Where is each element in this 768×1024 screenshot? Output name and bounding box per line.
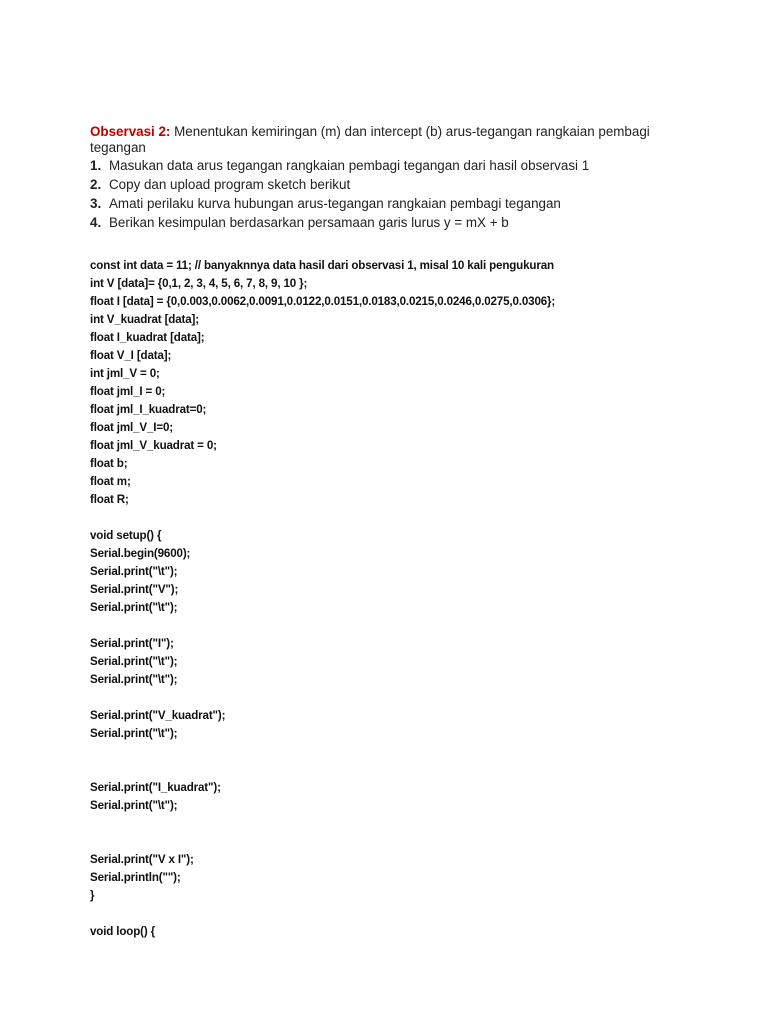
code-line	[90, 905, 730, 923]
code-line: void setup() {	[90, 529, 162, 542]
code-line: Serial.print("\t");	[90, 601, 178, 614]
step-item	[90, 194, 702, 213]
code-line: float jml_I_kuadrat=0;	[90, 403, 207, 416]
code-line	[90, 617, 730, 635]
code-line: Serial.print("\t");	[90, 655, 178, 668]
code-line: const int data = 11; // banyaknnya data hasil dari observasi 1, misal 10 kali pengukuran	[90, 259, 554, 272]
code-line: int V [data]= {0,1, 2, 3, 4, 5, 6, 7, 8, 9, 10 };	[90, 277, 308, 290]
step-text: Berikan kesimpulan berdasarkan persamaan garis lurus y = mX + b	[109, 215, 509, 230]
step-number: 2.	[90, 177, 102, 192]
code-line: Serial.print("\t");	[90, 727, 178, 740]
code-line: Serial.println("");	[90, 871, 181, 884]
code-line	[90, 815, 730, 833]
code-line	[90, 743, 730, 761]
code-line: Serial.print("\t");	[90, 565, 178, 578]
code-line: float I [data] = {0,0.003,0.0062,0.0091,0.0122,0.0151,0.0183,0.0215,0.0246,0.0275,0.0306};	[90, 295, 556, 308]
code-line: Serial.print("V");	[90, 583, 179, 596]
code-line: Serial.print("I");	[90, 637, 174, 650]
code-line: float jml_I = 0;	[90, 385, 166, 398]
step-item	[90, 156, 702, 175]
code-line: Serial.begin(9600);	[90, 547, 191, 560]
code-line: void loop() {	[90, 925, 156, 938]
code-line: float m;	[90, 475, 131, 488]
code-line	[90, 833, 730, 851]
code-line: int V_kuadrat [data];	[90, 313, 199, 326]
step-number: 1.	[90, 158, 102, 173]
code-line	[90, 761, 730, 779]
code-line: float jml_V_I=0;	[90, 421, 173, 434]
code-line: Serial.print("I_kuadrat");	[90, 781, 221, 794]
code-line: float R;	[90, 493, 129, 506]
step-text: Copy dan upload program sketch berikut	[109, 177, 351, 192]
steps-list	[90, 156, 702, 232]
code-listing	[90, 257, 730, 941]
code-line: Serial.print("V x I");	[90, 853, 194, 866]
step-text: Masukan data arus tegangan rangkaian pembagi tegangan dari hasil observasi 1	[109, 158, 590, 173]
step-item	[90, 213, 702, 232]
code-line: float I_kuadrat [data];	[90, 331, 205, 344]
code-line: Serial.print("\t");	[90, 799, 178, 812]
code-line	[90, 509, 730, 527]
observation-label: Observasi 2:	[90, 124, 171, 139]
step-number: 4.	[90, 215, 102, 230]
step-item	[90, 175, 702, 194]
code-line: Serial.print("\t");	[90, 673, 178, 686]
code-line: float b;	[90, 457, 128, 470]
code-line: Serial.print("V_kuadrat");	[90, 709, 226, 722]
code-line	[90, 689, 730, 707]
code-line: float V_I [data];	[90, 349, 172, 362]
observation-heading	[90, 124, 702, 156]
code-line: int jml_V = 0;	[90, 367, 160, 380]
step-text: Amati perilaku kurva hubungan arus-tegangan rangkaian pembagi tegangan	[109, 196, 561, 211]
code-line: float jml_V_kuadrat = 0;	[90, 439, 217, 452]
code-line: }	[90, 889, 95, 902]
step-number: 3.	[90, 196, 102, 211]
observation-title: Menentukan kemiringan (m) dan intercept (b) arus-tegangan rangkaian pembagi tegangan	[90, 124, 650, 155]
